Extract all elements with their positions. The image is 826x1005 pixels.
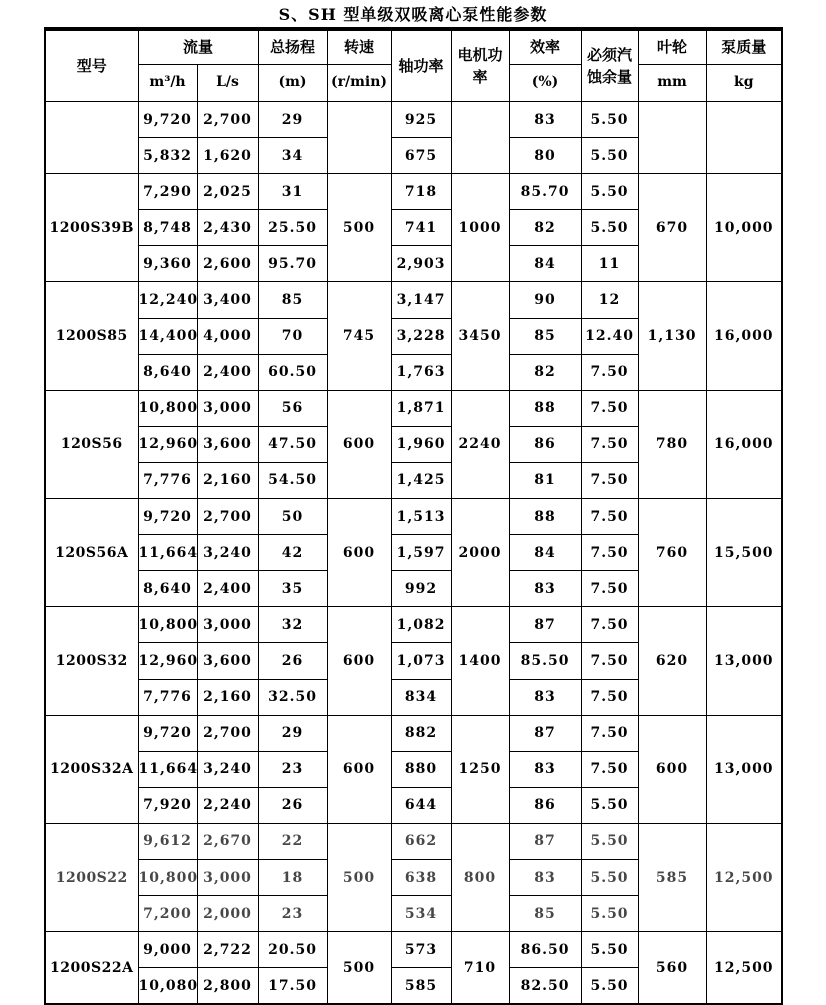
cell-motor-power: 800	[451, 823, 509, 931]
cell-efficiency: 82	[509, 354, 581, 390]
cell-efficiency: 84	[509, 246, 581, 282]
cell-flow-m3h: 7,290	[138, 174, 197, 210]
cell-impeller: 670	[638, 174, 706, 282]
cell-speed: 600	[327, 607, 391, 715]
table-header	[45, 29, 782, 102]
cell-npsh: 7.50	[581, 426, 638, 462]
cell-model: 1200S32A	[45, 715, 138, 823]
cell-flow-ls: 3,000	[197, 390, 258, 426]
cell-npsh: 7.50	[581, 679, 638, 715]
cell-flow-m3h: 7,776	[138, 679, 197, 715]
cell-flow-m3h: 9,000	[138, 932, 197, 968]
cell-head: 25.50	[258, 210, 327, 246]
cell-flow-m3h: 9,360	[138, 246, 197, 282]
col-header-head: 总扬程	[258, 29, 327, 65]
cell-shaft-power: 1,597	[391, 535, 451, 571]
cell-flow-m3h: 5,832	[138, 138, 197, 174]
cell-shaft-power: 1,763	[391, 354, 451, 390]
cell-efficiency: 82.50	[509, 968, 581, 1005]
cell-efficiency: 90	[509, 282, 581, 318]
cell-shaft-power: 880	[391, 751, 451, 787]
cell-flow-ls: 2,160	[197, 679, 258, 715]
cell-model: 1200S22A	[45, 932, 138, 1005]
cell-flow-m3h: 9,720	[138, 715, 197, 751]
table-row	[45, 174, 782, 210]
cell-speed: 600	[327, 390, 391, 498]
col-header-speed-unit: (r/min)	[327, 65, 391, 102]
cell-npsh: 5.50	[581, 968, 638, 1005]
cell-motor-power	[451, 102, 509, 174]
cell-flow-ls: 1,620	[197, 138, 258, 174]
col-header-head-unit: (m)	[258, 65, 327, 102]
cell-efficiency: 83	[509, 859, 581, 895]
cell-npsh: 7.50	[581, 462, 638, 498]
cell-shaft-power: 1,960	[391, 426, 451, 462]
cell-flow-m3h: 9,720	[138, 499, 197, 535]
cell-shaft-power: 1,425	[391, 462, 451, 498]
cell-npsh: 5.50	[581, 932, 638, 968]
col-header-flow-m3h: m³/h	[138, 65, 197, 102]
cell-head: 29	[258, 715, 327, 751]
cell-mass	[706, 102, 782, 174]
cell-flow-m3h: 10,800	[138, 390, 197, 426]
cell-efficiency: 83	[509, 751, 581, 787]
pump-performance-table	[44, 27, 783, 1005]
page-title: S、SH 型单级双吸离心泵性能参数	[278, 5, 548, 24]
cell-flow-ls: 4,000	[197, 318, 258, 354]
cell-motor-power: 2240	[451, 390, 509, 498]
cell-npsh: 7.50	[581, 354, 638, 390]
col-header-flow: 流量	[138, 29, 258, 65]
cell-motor-power: 2000	[451, 499, 509, 607]
cell-head: 47.50	[258, 426, 327, 462]
cell-shaft-power: 882	[391, 715, 451, 751]
cell-efficiency: 83	[509, 571, 581, 607]
cell-shaft-power: 2,903	[391, 246, 451, 282]
col-header-flow-ls: L/s	[197, 65, 258, 102]
cell-flow-ls: 2,240	[197, 787, 258, 823]
col-header-speed: 转速	[327, 29, 391, 65]
cell-head: 32.50	[258, 679, 327, 715]
col-header-impeller: 叶轮	[638, 29, 706, 65]
cell-shaft-power: 741	[391, 210, 451, 246]
cell-model	[45, 102, 138, 174]
cell-flow-ls: 2,600	[197, 246, 258, 282]
cell-mass: 15,500	[706, 499, 782, 607]
cell-shaft-power: 662	[391, 823, 451, 859]
cell-efficiency: 88	[509, 390, 581, 426]
table-body	[45, 102, 782, 1005]
cell-head: 54.50	[258, 462, 327, 498]
cell-shaft-power: 1,082	[391, 607, 451, 643]
cell-flow-m3h: 9,612	[138, 823, 197, 859]
cell-flow-ls: 3,600	[197, 426, 258, 462]
table-row	[45, 823, 782, 859]
cell-efficiency: 86	[509, 426, 581, 462]
cell-flow-ls: 2,400	[197, 354, 258, 390]
cell-impeller: 585	[638, 823, 706, 931]
cell-efficiency: 85.70	[509, 174, 581, 210]
cell-flow-ls: 2,430	[197, 210, 258, 246]
cell-head: 35	[258, 571, 327, 607]
cell-npsh: 7.50	[581, 390, 638, 426]
cell-shaft-power: 1,513	[391, 499, 451, 535]
cell-head: 56	[258, 390, 327, 426]
cell-head: 23	[258, 751, 327, 787]
cell-npsh: 7.50	[581, 499, 638, 535]
cell-speed: 600	[327, 499, 391, 607]
cell-npsh: 5.50	[581, 787, 638, 823]
cell-model: 120S56	[45, 390, 138, 498]
cell-npsh: 5.50	[581, 138, 638, 174]
cell-npsh: 7.50	[581, 715, 638, 751]
table-row	[45, 499, 782, 535]
cell-shaft-power: 573	[391, 932, 451, 968]
cell-impeller: 560	[638, 932, 706, 1005]
cell-shaft-power: 925	[391, 102, 451, 138]
cell-npsh: 7.50	[581, 607, 638, 643]
cell-head: 85	[258, 282, 327, 318]
cell-flow-m3h: 8,640	[138, 571, 197, 607]
cell-flow-ls: 2,000	[197, 896, 258, 932]
cell-flow-m3h: 10,800	[138, 607, 197, 643]
col-header-efficiency: 效率	[509, 29, 581, 65]
cell-flow-m3h: 11,664	[138, 535, 197, 571]
col-header-shaft-power: 轴功率	[391, 29, 451, 102]
cell-flow-ls: 3,000	[197, 607, 258, 643]
cell-flow-ls: 2,025	[197, 174, 258, 210]
cell-npsh: 7.50	[581, 751, 638, 787]
cell-impeller	[638, 102, 706, 174]
col-header-impeller-unit: mm	[638, 65, 706, 102]
cell-flow-m3h: 9,720	[138, 102, 197, 138]
cell-flow-ls: 3,240	[197, 751, 258, 787]
cell-shaft-power: 3,147	[391, 282, 451, 318]
cell-head: 32	[258, 607, 327, 643]
cell-efficiency: 81	[509, 462, 581, 498]
cell-efficiency: 85.50	[509, 643, 581, 679]
cell-head: 23	[258, 896, 327, 932]
cell-shaft-power: 834	[391, 679, 451, 715]
cell-shaft-power: 534	[391, 896, 451, 932]
table-row	[45, 607, 782, 643]
cell-head: 42	[258, 535, 327, 571]
cell-flow-m3h: 14,400	[138, 318, 197, 354]
cell-model: 1200S22	[45, 823, 138, 931]
cell-npsh: 5.50	[581, 210, 638, 246]
cell-flow-m3h: 7,776	[138, 462, 197, 498]
cell-head: 95.70	[258, 246, 327, 282]
cell-mass: 12,500	[706, 823, 782, 931]
cell-shaft-power: 638	[391, 859, 451, 895]
cell-mass: 16,000	[706, 282, 782, 390]
table-row	[45, 102, 782, 138]
cell-flow-ls: 2,700	[197, 715, 258, 751]
table-row	[45, 932, 782, 968]
cell-mass: 12,500	[706, 932, 782, 1005]
cell-speed: 500	[327, 174, 391, 282]
cell-head: 50	[258, 499, 327, 535]
cell-npsh: 5.50	[581, 823, 638, 859]
cell-efficiency: 87	[509, 607, 581, 643]
cell-efficiency: 88	[509, 499, 581, 535]
cell-speed	[327, 102, 391, 174]
cell-head: 29	[258, 102, 327, 138]
cell-impeller: 780	[638, 390, 706, 498]
cell-head: 70	[258, 318, 327, 354]
cell-speed: 500	[327, 932, 391, 1005]
cell-motor-power: 1000	[451, 174, 509, 282]
cell-flow-ls: 3,600	[197, 643, 258, 679]
cell-mass: 16,000	[706, 390, 782, 498]
cell-flow-m3h: 8,640	[138, 354, 197, 390]
cell-speed: 600	[327, 715, 391, 823]
col-header-mass-unit: kg	[706, 65, 782, 102]
cell-npsh: 7.50	[581, 643, 638, 679]
cell-shaft-power: 718	[391, 174, 451, 210]
cell-head: 34	[258, 138, 327, 174]
cell-shaft-power: 585	[391, 968, 451, 1005]
cell-efficiency: 85	[509, 318, 581, 354]
cell-efficiency: 84	[509, 535, 581, 571]
cell-shaft-power: 992	[391, 571, 451, 607]
cell-head: 31	[258, 174, 327, 210]
cell-motor-power: 710	[451, 932, 509, 1005]
cell-head: 60.50	[258, 354, 327, 390]
cell-mass: 13,000	[706, 607, 782, 715]
cell-efficiency: 80	[509, 138, 581, 174]
col-header-efficiency-unit: (%)	[509, 65, 581, 102]
cell-npsh: 5.50	[581, 859, 638, 895]
cell-impeller: 760	[638, 499, 706, 607]
cell-impeller: 1,130	[638, 282, 706, 390]
cell-efficiency: 87	[509, 823, 581, 859]
col-header-mass: 泵质量	[706, 29, 782, 65]
cell-head: 20.50	[258, 932, 327, 968]
col-header-motor-power: 电机功率	[451, 29, 509, 102]
cell-flow-ls: 2,700	[197, 499, 258, 535]
cell-flow-ls: 2,400	[197, 571, 258, 607]
cell-flow-m3h: 7,920	[138, 787, 197, 823]
cell-flow-ls: 3,240	[197, 535, 258, 571]
cell-efficiency: 87	[509, 715, 581, 751]
cell-flow-ls: 2,800	[197, 968, 258, 1005]
cell-flow-ls: 2,160	[197, 462, 258, 498]
cell-flow-m3h: 12,240	[138, 282, 197, 318]
table-row	[45, 715, 782, 751]
cell-npsh: 12.40	[581, 318, 638, 354]
cell-mass: 13,000	[706, 715, 782, 823]
cell-head: 22	[258, 823, 327, 859]
cell-flow-ls: 2,670	[197, 823, 258, 859]
cell-npsh: 11	[581, 246, 638, 282]
cell-speed: 500	[327, 823, 391, 931]
cell-npsh: 7.50	[581, 535, 638, 571]
cell-npsh: 5.50	[581, 174, 638, 210]
cell-motor-power: 1250	[451, 715, 509, 823]
cell-model: 120S56A	[45, 499, 138, 607]
cell-flow-m3h: 7,200	[138, 896, 197, 932]
cell-model: 1200S32	[45, 607, 138, 715]
cell-motor-power: 1400	[451, 607, 509, 715]
cell-head: 17.50	[258, 968, 327, 1005]
table-row	[45, 282, 782, 318]
cell-head: 26	[258, 787, 327, 823]
cell-efficiency: 82	[509, 210, 581, 246]
cell-mass: 10,000	[706, 174, 782, 282]
cell-npsh: 5.50	[581, 896, 638, 932]
cell-flow-ls: 3,000	[197, 859, 258, 895]
col-header-npsh: 必须汽蚀余量	[581, 29, 638, 102]
cell-flow-m3h: 8,748	[138, 210, 197, 246]
cell-flow-ls: 2,700	[197, 102, 258, 138]
cell-flow-m3h: 11,664	[138, 751, 197, 787]
cell-speed: 745	[327, 282, 391, 390]
cell-npsh: 5.50	[581, 102, 638, 138]
cell-flow-m3h: 10,080	[138, 968, 197, 1005]
cell-head: 26	[258, 643, 327, 679]
cell-impeller: 620	[638, 607, 706, 715]
cell-efficiency: 85	[509, 896, 581, 932]
cell-efficiency: 86	[509, 787, 581, 823]
table-row	[45, 390, 782, 426]
cell-motor-power: 3450	[451, 282, 509, 390]
cell-model: 1200S39B	[45, 174, 138, 282]
header-row-1	[45, 29, 782, 65]
cell-efficiency: 83	[509, 679, 581, 715]
cell-flow-ls: 2,722	[197, 932, 258, 968]
cell-shaft-power: 675	[391, 138, 451, 174]
cell-flow-m3h: 10,800	[138, 859, 197, 895]
col-header-model: 型号	[45, 29, 138, 102]
cell-shaft-power: 1,871	[391, 390, 451, 426]
cell-npsh: 7.50	[581, 571, 638, 607]
cell-flow-m3h: 12,960	[138, 643, 197, 679]
cell-impeller: 600	[638, 715, 706, 823]
cell-shaft-power: 3,228	[391, 318, 451, 354]
cell-model: 1200S85	[45, 282, 138, 390]
cell-shaft-power: 1,073	[391, 643, 451, 679]
cell-efficiency: 83	[509, 102, 581, 138]
cell-flow-m3h: 12,960	[138, 426, 197, 462]
cell-head: 18	[258, 859, 327, 895]
cell-flow-ls: 3,400	[197, 282, 258, 318]
cell-npsh: 12	[581, 282, 638, 318]
cell-efficiency: 86.50	[509, 932, 581, 968]
cell-shaft-power: 644	[391, 787, 451, 823]
